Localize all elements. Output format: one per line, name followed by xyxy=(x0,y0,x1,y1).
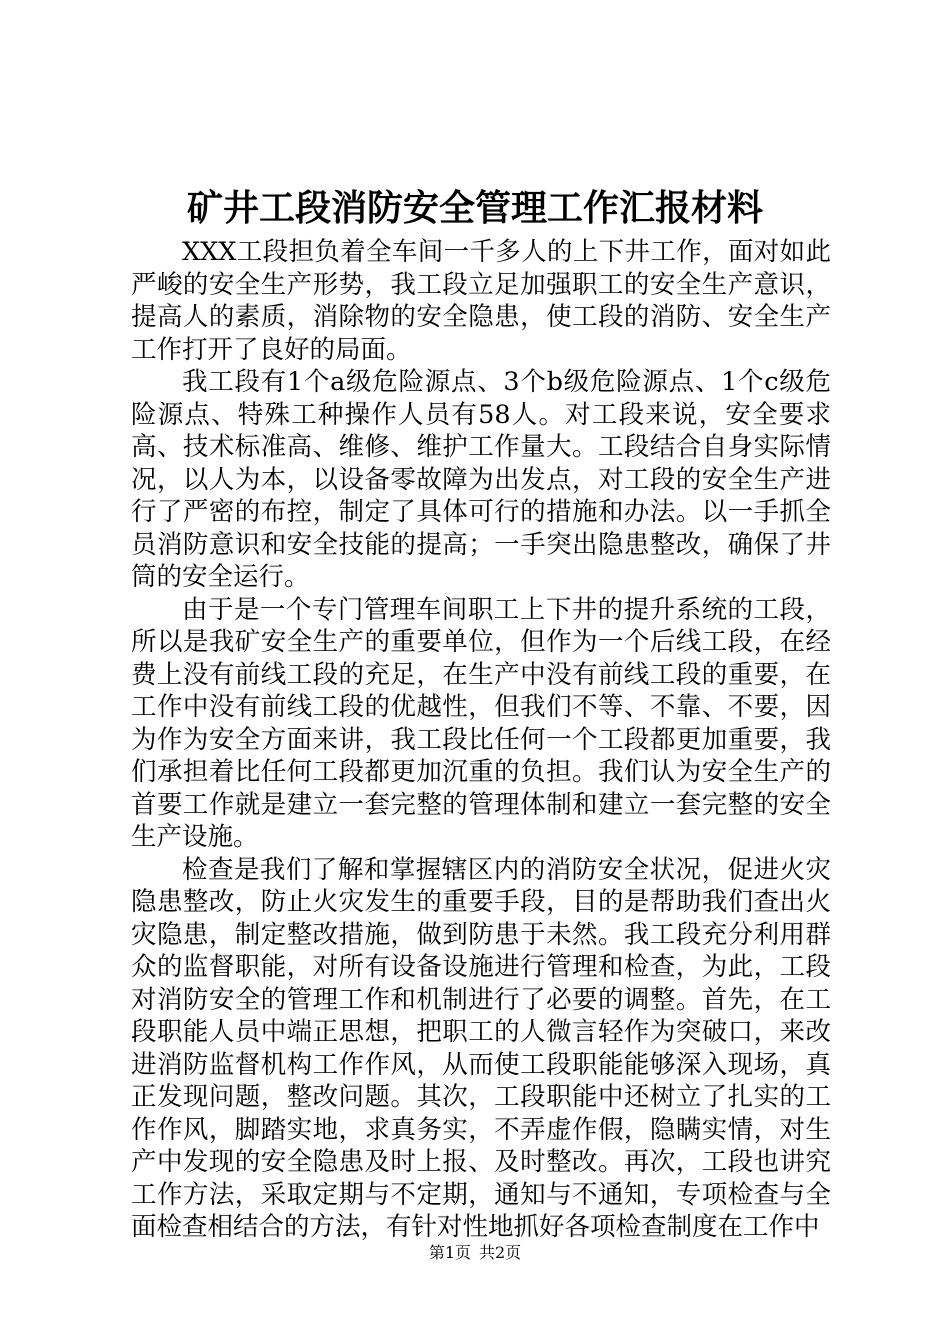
document-body xyxy=(131,236,831,1244)
page-number: 第1页 xyxy=(428,1243,471,1262)
paragraph-3: 由于是一个专门管理车间职工上下井的提升系统的工段，所以是我矿安全生产的重要单位，但作为一个后线工段，在经费上没有前线工段的充足，在生产中没有前线工段的重要，在工作中没有前线工段的优越性，但我们不等、不靠、不要，因为作为安全方面来讲，我工段比任何一个工段都更加重要，我们承担着比任何工段都更加沉重的负担。我们认为安全生产的首要工作就是建立一套完整的管理体制和建立一套完整的安全生产设施。 xyxy=(131,594,831,852)
paragraph-2: 我工段有1个a级危险源点、3个b级危险源点、1个c级危险源点、特殊工种操作人员有58人。对工段来说，安全要求高、技术标准高、维修、维护工作量大。工段结合自身实际情况，以人为本，以设备零故障为出发点，对工段的安全生产进行了严密的布控，制定了具体可行的措施和办法。以一手抓全员消防意识和安全技能的提高；一手突出隐患整改，确保了井筒的安全运行。 xyxy=(131,367,831,592)
paragraph-4: 检查是我们了解和掌握辖区内的消防安全状况，促进火灾隐患整改，防止火灾发生的重要手段，目的是帮助我们查出火灾隐患，制定整改措施，做到防患于未然。我工段充分利用群众的监督职能，对所有设备设施进行管理和检查，为此，工段对消防安全的管理工作和机制进行了必要的调整。首先，在工段职能人员中端正思想，把职工的人微言轻作为突破口，来改进消防监督机构工作作风，从而使工段职能能够深入现场，真正发现问题，整改问题。其次，工段职能中还树立了扎实的工作作风，脚踏实地，求真务实，不弄虚作假，隐瞒实情，对生产中发现的安全隐患及时上报、及时整改。再次，工段也讲究工作方法，采取定期与不定期，通知与不通知，专项检查与全面检查相结合的方法，有针对性地抓好各项检查制度在工作中 xyxy=(131,854,831,1242)
page-total: 共2页 xyxy=(479,1243,522,1262)
paragraph-1: XXX工段担负着全车间一千多人的上下井工作，面对如此严峻的安全生产形势，我工段立足加强职工的安全生产意识，提高人的素质，消除物的安全隐患，使工段的消防、安全生产工作打开了良好的局面。 xyxy=(131,237,831,365)
document-title: 矿井工段消防安全管理工作汇报材料 xyxy=(186,187,763,229)
page-footer xyxy=(0,1243,950,1263)
